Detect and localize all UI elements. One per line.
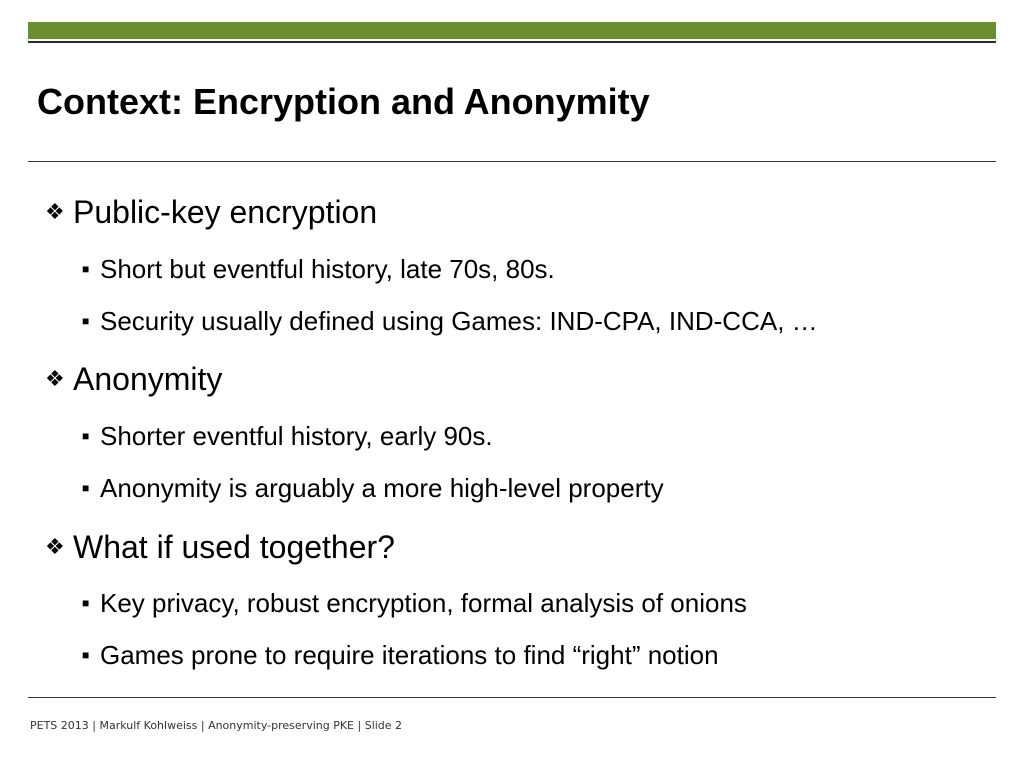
bullet-text: Games prone to require iterations to find “right” notion (100, 640, 719, 670)
bullet-item (82, 587, 747, 619)
header-accent-band (28, 22, 996, 39)
bullet-item (82, 639, 719, 671)
diamond-bullet-icon: ❖ (45, 366, 65, 391)
bullet-item (82, 420, 493, 452)
diamond-bullet-icon: ❖ (45, 199, 65, 224)
square-bullet-icon: ■ (82, 429, 90, 443)
bullet-item (82, 253, 555, 285)
section-heading-anonymity (45, 360, 222, 398)
section-heading-text: Anonymity (73, 361, 223, 397)
header-accent-line (28, 41, 996, 43)
bullet-text: Short but eventful history, late 70s, 80s. (100, 254, 555, 284)
square-bullet-icon: ■ (82, 481, 90, 495)
section-heading-used-together (45, 528, 395, 566)
footer-divider (28, 697, 996, 698)
bullet-item (82, 305, 818, 337)
diamond-bullet-icon: ❖ (45, 534, 65, 559)
section-heading-text: Public-key encryption (73, 194, 378, 230)
square-bullet-icon: ■ (82, 648, 90, 662)
slide-title: Context: Encryption and Anonymity (37, 81, 650, 122)
title-divider (28, 161, 996, 162)
slide-footer: PETS 2013 | Markulf Kohlweiss | Anonymity-preserving PKE | Slide 2 (30, 719, 403, 732)
bullet-text: Security usually defined using Games: IND-CPA, IND-CCA, … (100, 306, 818, 336)
square-bullet-icon: ■ (82, 596, 90, 610)
bullet-text: Shorter eventful history, early 90s. (100, 421, 493, 451)
section-heading-public-key-encryption (45, 193, 377, 231)
section-heading-text: What if used together? (73, 529, 395, 565)
bullet-item (82, 472, 664, 504)
square-bullet-icon: ■ (82, 314, 90, 328)
bullet-text: Anonymity is arguably a more high-level property (100, 473, 664, 503)
square-bullet-icon: ■ (82, 262, 90, 276)
bullet-text: Key privacy, robust encryption, formal analysis of onions (100, 588, 747, 618)
